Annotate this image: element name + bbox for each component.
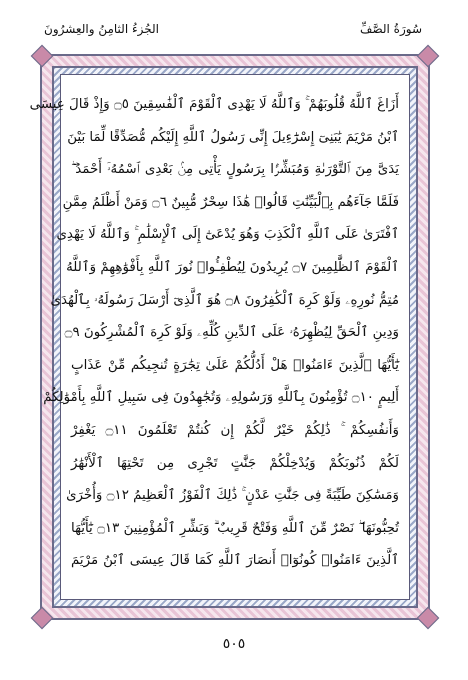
text-line-3: يَدَىَّ مِنَ ٱلتَّوْرَىٰةِ وَمُبَشِّرًۢا بِرَسُولٍ يَأْتِى مِنۢ بَعْدِى ٱسْمُهُۥٓ أَحْمَدُ ۖ [71, 162, 399, 178]
corner-ornament-icon [31, 607, 54, 630]
surah-title: سُورَةُ الصَّفِّ [360, 22, 422, 36]
text-line-4: فَلَمَّا جَآءَهُم بِٱلْبَيِّنَٰتِ قَالُوا۟ هَٰذَا سِحْرٌ مُّبِينٌ ۝٦ وَمَنْ أَظْلَمُ مِمَّنِ [62, 194, 399, 210]
juz-title: الجُزءُ الثامِنُ والعِشرُونَ [44, 22, 159, 36]
text-line-11: وَأَنفُسِكُمْ ۚ ذَٰلِكُمْ خَيْرٌ لَّكُمْ إِن كُنتُمْ تَعْلَمُونَ ۝١١ يَغْفِرْ [71, 422, 399, 438]
page-header [0, 0, 468, 50]
text-line-1: أَزَاغَ ٱللَّهُ قُلُوبَهُمْ ۚ وَٱللَّهُ لَا يَهْدِى ٱلْقَوْمَ ٱلْفَٰسِقِينَ ۝٥ وَإِذْ قَالَ عِيسَى [29, 97, 399, 112]
verse-text-block [29, 89, 401, 587]
text-line-2: ٱبْنُ مَرْيَمَ يَٰبَنِىٓ إِسْرَٰٓءِيلَ إِنِّى رَسُولُ ٱللَّهِ إِلَيْكُم مُّصَدِّقًا لِّمَا بَيْنَ [67, 129, 399, 145]
inner-border [29, 66, 418, 608]
text-panel [29, 74, 410, 600]
text-line-9: يَٰٓأَيُّهَا ٱلَّذِينَ ءَامَنُوا۟ هَلْ أَدُلُّكُمْ عَلَىٰ تِجَٰرَةٍ تُنجِيكُم مِّنْ عَذَابٍ [71, 357, 399, 373]
corner-ornament-icon [417, 607, 440, 630]
text-line-8: وَدِينِ ٱلْحَقِّ لِيُظْهِرَهُۥ عَلَى ٱلدِّينِ كُلِّهِۦ وَلَوْ كَرِهَ ٱلْمُشْرِكُونَ ۝٩ [64, 325, 399, 341]
page-number: ٥٠٥ [222, 636, 246, 652]
text-line-15: ٱلَّذِينَ ءَامَنُوا۟ كُونُوٓا۟ أَنصَارَ ٱللَّهِ كَمَا قَالَ عِيسَى ٱبْنُ مَرْيَمَ [71, 553, 399, 569]
text-line-13: وَمَسَٰكِنَ طَيِّبَةً فِى جَنَّٰتِ عَدْنٍ ۚ ذَٰلِكَ ٱلْفَوْزُ ٱلْعَظِيمُ ۝١٢ وَأُخْرَىٰ [66, 488, 399, 504]
text-line-14: تُحِبُّونَهَا ۖ نَصْرٌ مِّنَ ٱللَّهِ وَفَتْحٌ قَرِيبٌ ۗ وَبَشِّرِ ٱلْمُؤْمِنِينَ ۝١٣ يَٰٓأَيُّهَا [71, 520, 400, 536]
ornamental-border [29, 54, 430, 620]
text-line-7: مُتِمُّ نُورِهِۦ وَلَوْ كَرِهَ ٱلْكَٰفِرُونَ ۝٨ هُوَ ٱلَّذِىٓ أَرْسَلَ رَسُولَهُۥ بِٱلْهُدَىٰ [50, 292, 399, 308]
text-line-6: ٱلْقَوْمَ ٱلظَّٰلِمِينَ ۝٧ يُرِيدُونَ لِيُطْفِـُٔوا۟ نُورَ ٱللَّهِ بِأَفْوَٰهِهِمْ وَٱللَّهُ [66, 259, 399, 275]
text-line-5: ٱفْتَرَىٰ عَلَى ٱللَّهِ ٱلْكَذِبَ وَهُوَ يُدْعَىٰٓ إِلَى ٱلْإِسْلَٰمِ ۚ وَٱللَّهُ لَا يَهْدِى [56, 227, 399, 243]
text-line-12: لَكُمْ ذُنُوبَكُمْ وَيُدْخِلْكُمْ جَنَّٰتٍ تَجْرِى مِن تَحْتِهَا ٱلْأَنْهَٰرُ [71, 455, 399, 471]
text-line-10: أَلِيمٍ ۝١٠ تُؤْمِنُونَ بِٱللَّهِ وَرَسُولِهِۦ وَتُجَٰهِدُونَ فِى سَبِيلِ ٱللَّهِ بِأَمْوَٰلِكُمْ [43, 390, 399, 406]
